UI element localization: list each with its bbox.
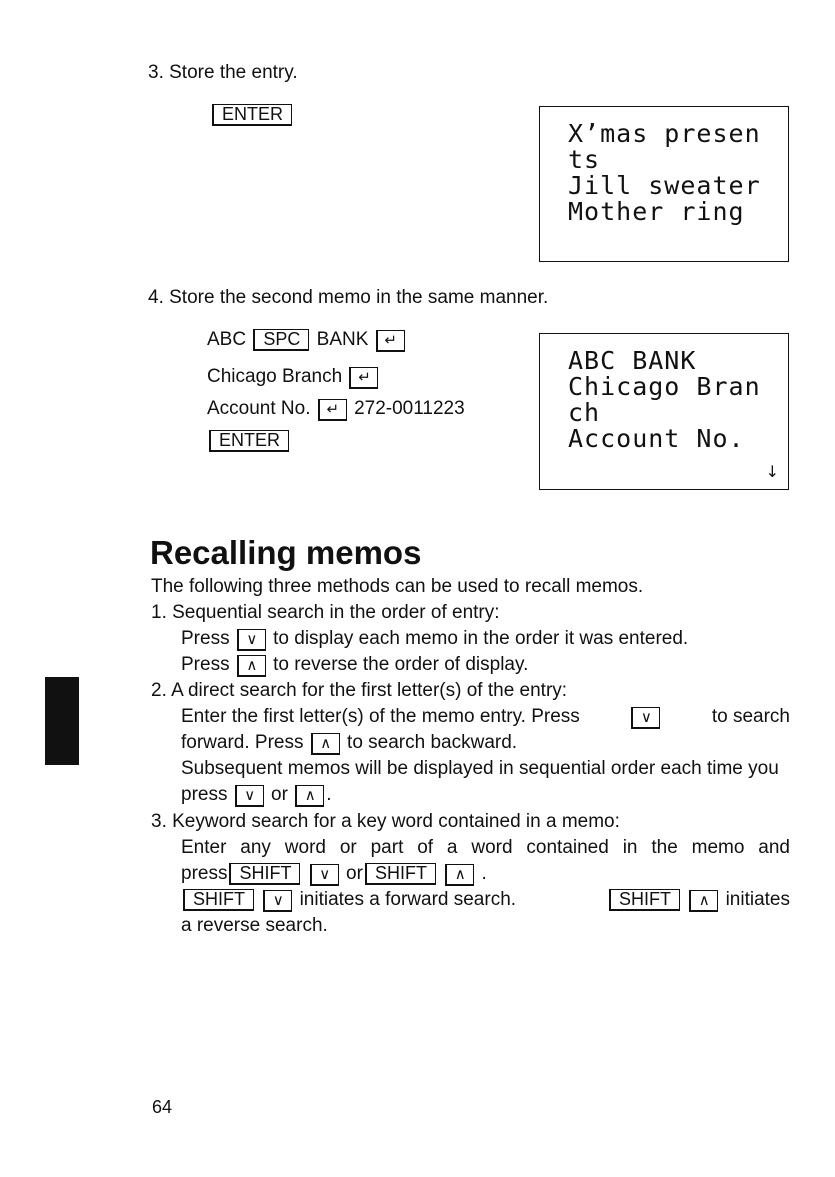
- lcd-line: Chicago Bran: [568, 372, 761, 401]
- step4-line1: ABC SPC BANK ↵: [207, 327, 407, 353]
- down-key: ∨: [235, 785, 264, 807]
- method2-line4: press ∨ or ∧ .: [181, 784, 332, 805]
- method3-line4: a reverse search.: [181, 915, 328, 936]
- step4-line3: Account No. ↵ 272-0011223: [207, 398, 465, 419]
- down-key: ∨: [631, 707, 660, 729]
- lcd-line: ts: [568, 145, 601, 174]
- enter-key: ENTER: [209, 430, 289, 452]
- step3-lcd-display: [539, 106, 789, 262]
- method1-line-b: Press ∧ to reverse the order of display.: [181, 654, 529, 675]
- method2-line3: Subsequent memos will be displayed in sequential order each time you: [181, 758, 779, 779]
- lcd-line: ch: [568, 398, 601, 427]
- return-key: ↵: [349, 367, 378, 389]
- method2-line2: forward. Press ∧ to search backward.: [181, 732, 518, 753]
- method3-line2: press SHIFT ∨ or SHIFT ∧ .: [181, 863, 487, 884]
- lcd-line: X’mas presen: [568, 119, 761, 148]
- up-key: ∧: [445, 864, 474, 886]
- step3-enter-key: ENTER: [210, 102, 294, 128]
- down-key: ∨: [310, 864, 339, 886]
- section-tab-marker: [45, 677, 79, 765]
- method2-line1: Enter the first letter(s) of the memo entry. Press ∨ to search: [181, 706, 790, 727]
- return-key: ↵: [376, 330, 405, 352]
- section-intro: The following three methods can be used to recall memos.: [151, 576, 644, 597]
- section-title: Recalling memos: [150, 534, 422, 571]
- method1-line-a: Press ∨ to display each memo in the order it was entered.: [181, 628, 689, 649]
- up-key: ∧: [689, 890, 718, 912]
- return-key: ↵: [318, 399, 347, 421]
- method3-line1: Enter any word or part of a word contained in the memo and: [181, 837, 790, 858]
- shift-key: SHIFT: [365, 863, 436, 885]
- step3-text: 3. Store the entry.: [148, 62, 298, 83]
- down-key: ∨: [237, 629, 266, 651]
- up-key: ∧: [311, 733, 340, 755]
- method2-title: 2. A direct search for the first letter(s) of the entry:: [151, 680, 568, 701]
- method1-title: 1. Sequential search in the order of entry:: [151, 602, 500, 623]
- spc-key: SPC: [253, 329, 309, 351]
- up-key: ∧: [237, 655, 266, 677]
- step4-line2: Chicago Branch ↵: [207, 364, 380, 390]
- shift-key: SHIFT: [229, 863, 300, 885]
- down-key: ∨: [263, 890, 292, 912]
- step4-text: 4. Store the second memo in the same manner.: [148, 287, 549, 308]
- method3-line3: SHIFT ∨ initiates a forward search. SHIFT ∧ initiates: [181, 887, 790, 913]
- shift-key: SHIFT: [183, 889, 254, 911]
- lcd-line: Account No.: [568, 424, 745, 453]
- shift-key: SHIFT: [609, 889, 680, 911]
- lcd-line: ABC BANK: [568, 346, 697, 375]
- scroll-down-icon: ↓: [765, 462, 780, 481]
- up-key: ∧: [295, 785, 324, 807]
- lcd-line: Mother ring: [568, 197, 745, 226]
- method3-title: 3. Keyword search for a key word contained in a memo:: [151, 811, 620, 832]
- lcd-line: Jill sweater: [568, 171, 761, 200]
- page-number: 64: [152, 1097, 173, 1117]
- step4-lcd-display: [539, 333, 789, 490]
- step4-line4: [207, 428, 291, 454]
